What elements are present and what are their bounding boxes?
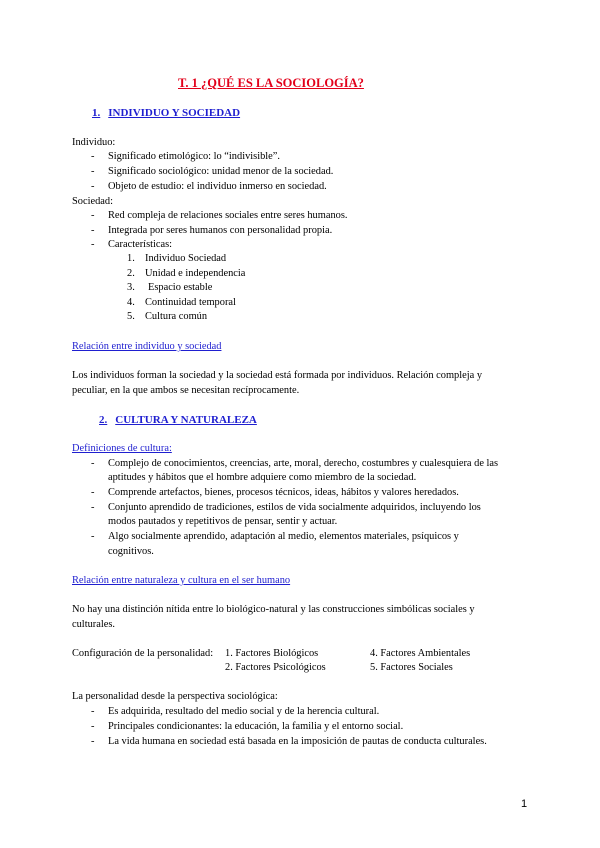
factor-item: 4. Factores Ambientales xyxy=(370,648,471,659)
list-item-text: modos pautados y repetitivos de pensar, sentir y actuar. xyxy=(108,516,338,527)
list-item xyxy=(91,502,94,513)
section-title: CULTURA Y NATURALEZA xyxy=(115,414,257,426)
list-item-text: Complejo de conocimientos, creencias, arte, moral, derecho, costumbres y cualesquiera de las xyxy=(108,458,499,469)
factor-item: 5. Factores Sociales xyxy=(370,662,453,673)
bullet: - xyxy=(91,151,95,162)
page-title: T. 1 ¿QUÉ ES LA SOCIOLOGÍA? xyxy=(178,76,364,90)
bullet: - xyxy=(91,706,95,717)
bullet: - xyxy=(91,458,95,469)
numbered-item-number: 1. xyxy=(127,253,135,264)
page-number: 1 xyxy=(521,798,528,810)
list-item xyxy=(91,706,94,717)
bullet: - xyxy=(91,210,95,221)
list-item-text: Integrada por seres humanos con personalidad propia. xyxy=(108,225,333,236)
list-item-text: Red compleja de relaciones sociales entre seres humanos. xyxy=(108,210,348,221)
list-item xyxy=(91,721,94,732)
list-item xyxy=(91,239,94,250)
list-item xyxy=(91,225,94,236)
list-item-text: Significado sociológico: unidad menor de la sociedad. xyxy=(108,166,334,177)
list-item xyxy=(91,531,94,542)
bullet: - xyxy=(91,225,95,236)
factor-item: 1. Factores Biológicos xyxy=(225,648,319,659)
list-item-text: Es adquirida, resultado del medio social y de la herencia cultural. xyxy=(108,706,380,717)
list-item xyxy=(91,736,94,747)
bullet: - xyxy=(91,181,95,192)
list-item-text: Algo socialmente aprendido, adaptación al medio, elementos materiales, psíquicos y xyxy=(108,531,459,542)
numbered-item-number: 3. xyxy=(127,282,135,293)
subheading-relacion-individuo-sociedad: Relación entre individuo y sociedad xyxy=(72,341,222,352)
bullet: - xyxy=(91,531,95,542)
list-item-text: Conjunto aprendido de tradiciones, estilos de vida socialmente adquiridos, incluyendo los xyxy=(108,502,481,513)
numbered-item-number: 5. xyxy=(127,311,135,322)
bullet: - xyxy=(91,487,95,498)
numbered-item-text: Cultura común xyxy=(145,311,208,322)
numbered-item-text: Unidad e independencia xyxy=(145,268,246,279)
list-item xyxy=(91,151,94,162)
numbered-item-text: Continuidad temporal xyxy=(145,297,236,308)
paragraph-line: culturales. xyxy=(72,619,115,630)
list-item-text: cognitivos. xyxy=(108,546,154,557)
section-heading-individuo-sociedad xyxy=(92,107,240,119)
factor-item: 2. Factores Psicológicos xyxy=(225,662,326,673)
section-number: 1. xyxy=(92,107,101,119)
list-item xyxy=(91,166,94,177)
perspectiva-label: La personalidad desde la perspectiva sociológica: xyxy=(72,691,278,702)
paragraph-line: Los individuos forman la sociedad y la sociedad está formada por individuos. Relación compleja y xyxy=(72,370,483,381)
list-item xyxy=(91,487,94,498)
bullet: - xyxy=(91,502,95,513)
list-item xyxy=(91,210,94,221)
list-item-text: Principales condicionantes: la educación, la familia y el entorno social. xyxy=(108,721,404,732)
individuo-label: Individuo: xyxy=(72,137,116,148)
list-item-text: Objeto de estudio: el individuo inmerso en sociedad. xyxy=(108,181,327,192)
numbered-item-number: 2. xyxy=(127,268,135,279)
numbered-item-text: Espacio estable xyxy=(148,282,213,293)
list-item xyxy=(91,181,94,192)
subheading-relacion-naturaleza-cultura: Relación entre naturaleza y cultura en el ser humano xyxy=(72,575,291,586)
list-item-text: Comprende artefactos, bienes, procesos técnicos, ideas, hábitos y valores heredados. xyxy=(108,487,459,498)
section-heading-cultura-naturaleza xyxy=(99,414,257,426)
bullet: - xyxy=(91,239,95,250)
numbered-item-text: Individuo Sociedad xyxy=(145,253,227,264)
numbered-item-number: 4. xyxy=(127,297,135,308)
subheading-definiciones-cultura: Definiciones de cultura: xyxy=(72,443,172,454)
paragraph-line: peculiar, en la que ambos se necesitan recíprocamente. xyxy=(72,385,300,396)
list-item-text: Características: xyxy=(108,239,173,250)
bullet: - xyxy=(91,721,95,732)
section-number: 2. xyxy=(99,414,108,426)
list-item-text: La vida humana en sociedad está basada en la imposición de pautas de conducta culturales. xyxy=(108,736,487,747)
paragraph-line: No hay una distinción nítida entre lo biológico-natural y las construcciones simbólicas sociales y xyxy=(72,604,475,615)
list-item-text: Significado etimológico: lo “indivisible”. xyxy=(108,151,280,162)
list-item-text: aptitudes y hábitos que el hombre adquiere como miembro de la sociedad. xyxy=(108,472,417,483)
section-title: INDIVIDUO Y SOCIEDAD xyxy=(108,107,241,119)
list-item xyxy=(91,458,94,469)
bullet: - xyxy=(91,736,95,747)
bullet: - xyxy=(91,166,95,177)
sociedad-label: Sociedad: xyxy=(72,196,113,207)
configuracion-label: Configuración de la personalidad: xyxy=(72,648,214,659)
